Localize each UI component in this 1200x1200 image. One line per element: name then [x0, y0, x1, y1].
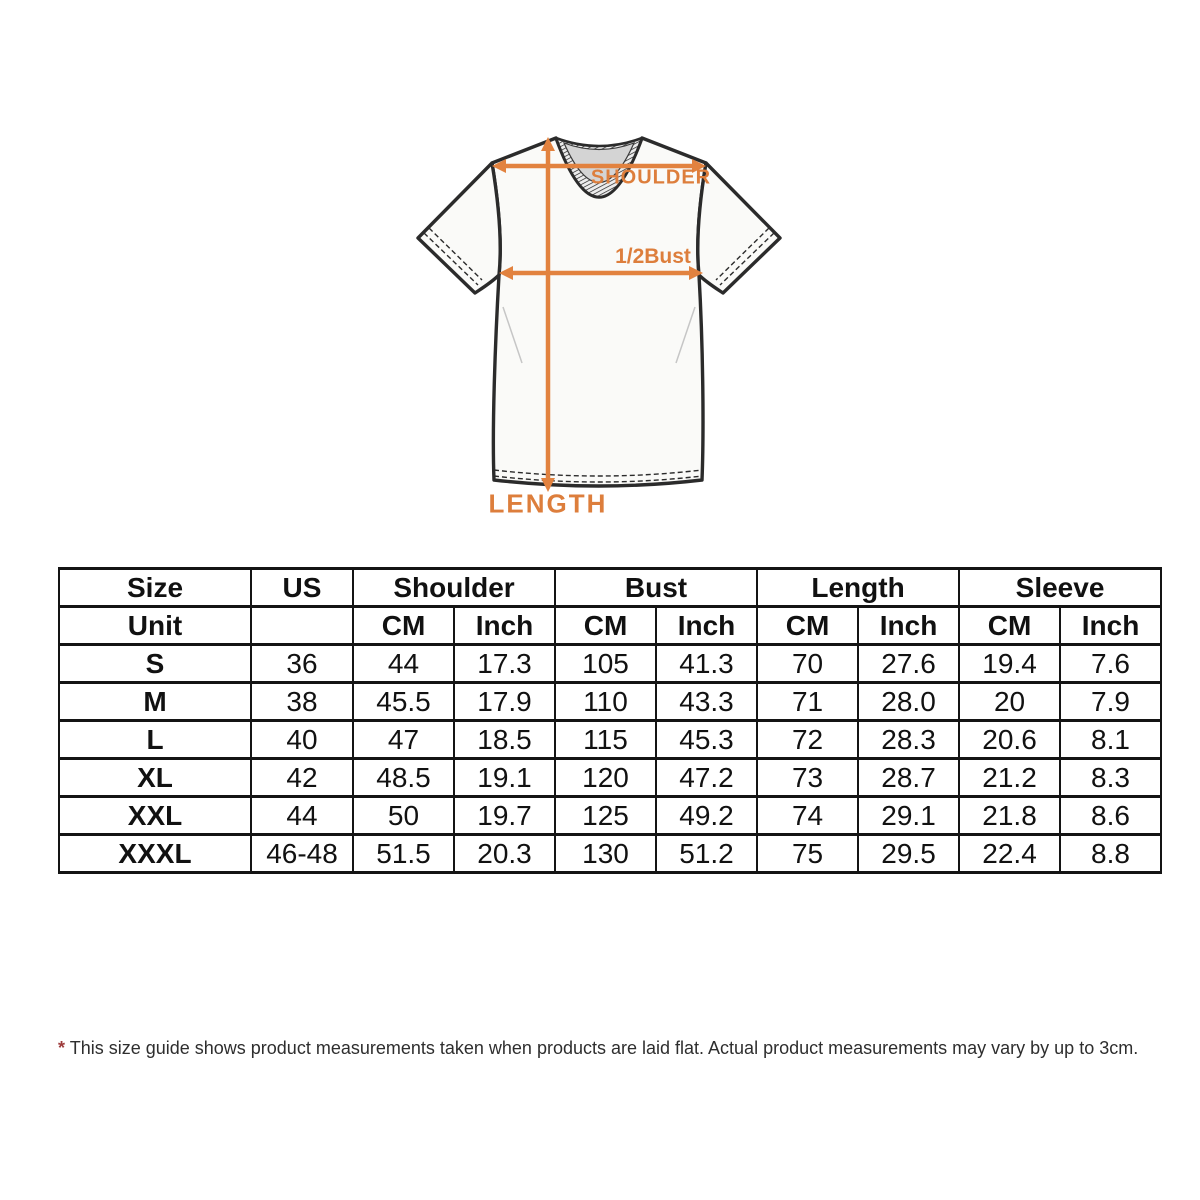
value-cell: 19.7 [454, 797, 555, 835]
value-cell: 70 [757, 645, 858, 683]
value-cell: 51.5 [353, 835, 454, 873]
unit-inch: Inch [1060, 607, 1161, 645]
unit-inch: Inch [858, 607, 959, 645]
value-cell: 47 [353, 721, 454, 759]
value-cell: 75 [757, 835, 858, 873]
value-cell: 115 [555, 721, 656, 759]
size-cell: XXL [59, 797, 251, 835]
us-cell: 40 [251, 721, 353, 759]
unit-inch: Inch [454, 607, 555, 645]
header-bust: Bust [555, 569, 757, 607]
header-us: US [251, 569, 353, 607]
value-cell: 8.8 [1060, 835, 1161, 873]
size-cell: S [59, 645, 251, 683]
shoulder-measurement-label: SHOULDER [590, 166, 712, 189]
table-row [59, 645, 1161, 683]
size-cell: XXXL [59, 835, 251, 873]
value-cell: 27.6 [858, 645, 959, 683]
size-guide-footnote [58, 1033, 1153, 1064]
us-cell: 42 [251, 759, 353, 797]
unit-label: Unit [59, 607, 251, 645]
size-chart-table [58, 567, 1162, 874]
unit-cm: CM [959, 607, 1060, 645]
size-cell: M [59, 683, 251, 721]
value-cell: 50 [353, 797, 454, 835]
value-cell: 18.5 [454, 721, 555, 759]
value-cell: 125 [555, 797, 656, 835]
value-cell: 71 [757, 683, 858, 721]
value-cell: 8.1 [1060, 721, 1161, 759]
value-cell: 120 [555, 759, 656, 797]
us-cell: 44 [251, 797, 353, 835]
value-cell: 73 [757, 759, 858, 797]
tshirt-measurement-diagram [402, 100, 792, 520]
value-cell: 45.5 [353, 683, 454, 721]
unit-us-empty [251, 607, 353, 645]
value-cell: 8.6 [1060, 797, 1161, 835]
value-cell: 19.1 [454, 759, 555, 797]
value-cell: 29.5 [858, 835, 959, 873]
value-cell: 41.3 [656, 645, 757, 683]
footnote-asterisk: * [58, 1038, 66, 1058]
table-row [59, 721, 1161, 759]
value-cell: 7.9 [1060, 683, 1161, 721]
tshirt-left-sleeve [418, 163, 500, 293]
value-cell: 28.3 [858, 721, 959, 759]
table-row [59, 835, 1161, 873]
value-cell: 28.7 [858, 759, 959, 797]
tshirt-illustration [402, 100, 792, 520]
table-header-row [59, 569, 1161, 607]
us-cell: 38 [251, 683, 353, 721]
value-cell: 20 [959, 683, 1060, 721]
value-cell: 51.2 [656, 835, 757, 873]
value-cell: 21.8 [959, 797, 1060, 835]
value-cell: 47.2 [656, 759, 757, 797]
value-cell: 48.5 [353, 759, 454, 797]
footnote-text: This size guide shows product measurements taken when products are laid flat. Actual product measurements may vary by up to 3cm. [69, 1038, 1139, 1058]
value-cell: 21.2 [959, 759, 1060, 797]
value-cell: 130 [555, 835, 656, 873]
value-cell: 22.4 [959, 835, 1060, 873]
value-cell: 105 [555, 645, 656, 683]
value-cell: 17.3 [454, 645, 555, 683]
value-cell: 49.2 [656, 797, 757, 835]
value-cell: 19.4 [959, 645, 1060, 683]
value-cell: 20.3 [454, 835, 555, 873]
value-cell: 110 [555, 683, 656, 721]
value-cell: 45.3 [656, 721, 757, 759]
value-cell: 43.3 [656, 683, 757, 721]
value-cell: 74 [757, 797, 858, 835]
table-row [59, 759, 1161, 797]
header-sleeve: Sleeve [959, 569, 1161, 607]
us-cell: 46-48 [251, 835, 353, 873]
length-measurement-label: LENGTH [488, 488, 608, 519]
value-cell: 44 [353, 645, 454, 683]
value-cell: 72 [757, 721, 858, 759]
value-cell: 7.6 [1060, 645, 1161, 683]
size-cell: L [59, 721, 251, 759]
unit-cm: CM [353, 607, 454, 645]
header-shoulder: Shoulder [353, 569, 555, 607]
table-row [59, 683, 1161, 721]
value-cell: 17.9 [454, 683, 555, 721]
value-cell: 8.3 [1060, 759, 1161, 797]
header-size: Size [59, 569, 251, 607]
value-cell: 28.0 [858, 683, 959, 721]
bust-measurement-label: 1/2Bust [615, 245, 691, 268]
size-cell: XL [59, 759, 251, 797]
us-cell: 36 [251, 645, 353, 683]
unit-cm: CM [757, 607, 858, 645]
table-row [59, 797, 1161, 835]
value-cell: 20.6 [959, 721, 1060, 759]
unit-inch: Inch [656, 607, 757, 645]
unit-cm: CM [555, 607, 656, 645]
value-cell: 29.1 [858, 797, 959, 835]
table-unit-row [59, 607, 1161, 645]
header-length: Length [757, 569, 959, 607]
